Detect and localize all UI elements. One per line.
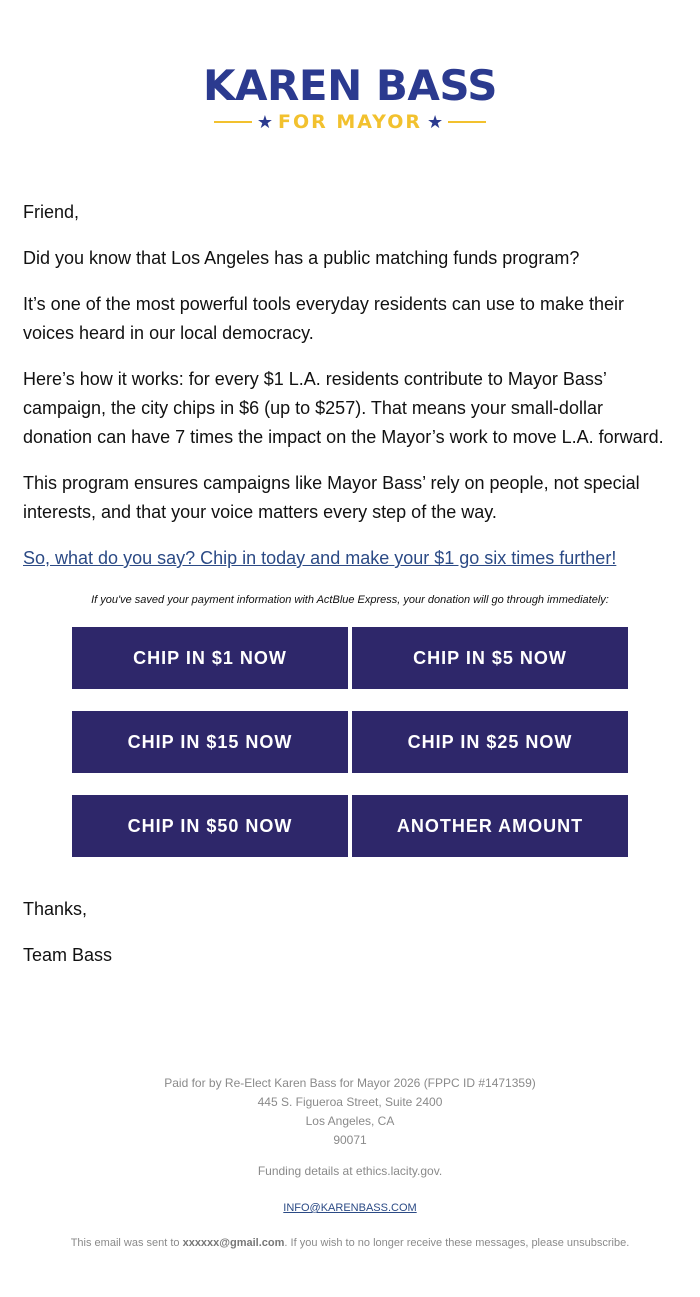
actblue-note: If you've saved your payment information with ActBlue Express, your donation will go through immediately: xyxy=(91,594,609,606)
address-line-1: 445 S. Figueroa Street, Suite 2400 xyxy=(257,1095,443,1109)
chip-in-25-button[interactable]: CHIP IN $25 NOW xyxy=(352,711,628,773)
chip-in-50-button[interactable]: CHIP IN $50 NOW xyxy=(72,795,348,857)
logo-line-left xyxy=(214,121,252,123)
paragraph-1: Did you know that Los Angeles has a public matching funds program? xyxy=(23,248,580,268)
button-row xyxy=(72,627,628,689)
address-line-2: Los Angeles, CA xyxy=(305,1114,395,1128)
email-body xyxy=(23,198,673,590)
unsubscribe-text xyxy=(0,1234,700,1253)
logo-name: KAREN BASS xyxy=(203,61,497,110)
campaign-logo xyxy=(0,62,700,134)
unsub-suffix[interactable]: . If you wish to no longer receive these messages, please unsubscribe. xyxy=(284,1237,630,1249)
logo-subtitle-row xyxy=(0,110,700,134)
address-zip: 90071 xyxy=(333,1133,367,1147)
star-icon: ★ xyxy=(256,112,273,132)
chip-in-5-button[interactable]: CHIP IN $5 NOW xyxy=(352,627,628,689)
donation-buttons xyxy=(72,627,628,879)
chip-in-15-button[interactable]: CHIP IN $15 NOW xyxy=(72,711,348,773)
paragraph-3: Here’s how it works: for every $1 L.A. residents contribute to Mayor Bass’ campaign, the city chips in $6 (up to $257). That means your small-dollar donation can have 7 times the impact on the Mayor’s work to move L.A. forward. xyxy=(23,369,664,447)
team-signature: Team Bass xyxy=(23,945,113,965)
donate-cta-link[interactable]: So, what do you say? Chip in today and make your $1 go six times further! xyxy=(23,548,617,568)
another-amount-button[interactable]: ANOTHER AMOUNT xyxy=(352,795,628,857)
logo-line-right xyxy=(448,121,486,123)
paragraph-2: It’s one of the most powerful tools everyday residents can use to make their voices heard in our local democracy. xyxy=(23,294,624,343)
recipient-email: xxxxxx@gmail.com xyxy=(182,1237,285,1249)
button-row xyxy=(72,795,628,857)
logo-subtitle: FOR MAYOR xyxy=(277,111,423,133)
signoff xyxy=(23,895,112,987)
contact-email-link[interactable]: INFO@KARENBASS.COM xyxy=(283,1202,417,1214)
funding-details-text: Funding details at ethics.lacity.gov. xyxy=(257,1164,443,1178)
greeting: Friend, xyxy=(23,202,80,222)
paragraph-4: This program ensures campaigns like Mayor Bass’ rely on people, not special interests, and that your voice matters every step of the way. xyxy=(23,473,640,522)
chip-in-1-button[interactable]: CHIP IN $1 NOW xyxy=(72,627,348,689)
footer xyxy=(0,1074,700,1253)
paid-for-text: Paid for by Re-Elect Karen Bass for Mayor 2026 (FPPC ID #1471359) xyxy=(164,1076,536,1090)
button-row xyxy=(72,711,628,773)
star-icon: ★ xyxy=(427,112,444,132)
thanks-text: Thanks, xyxy=(23,899,88,919)
unsub-prefix: This email was sent to xyxy=(70,1237,183,1249)
